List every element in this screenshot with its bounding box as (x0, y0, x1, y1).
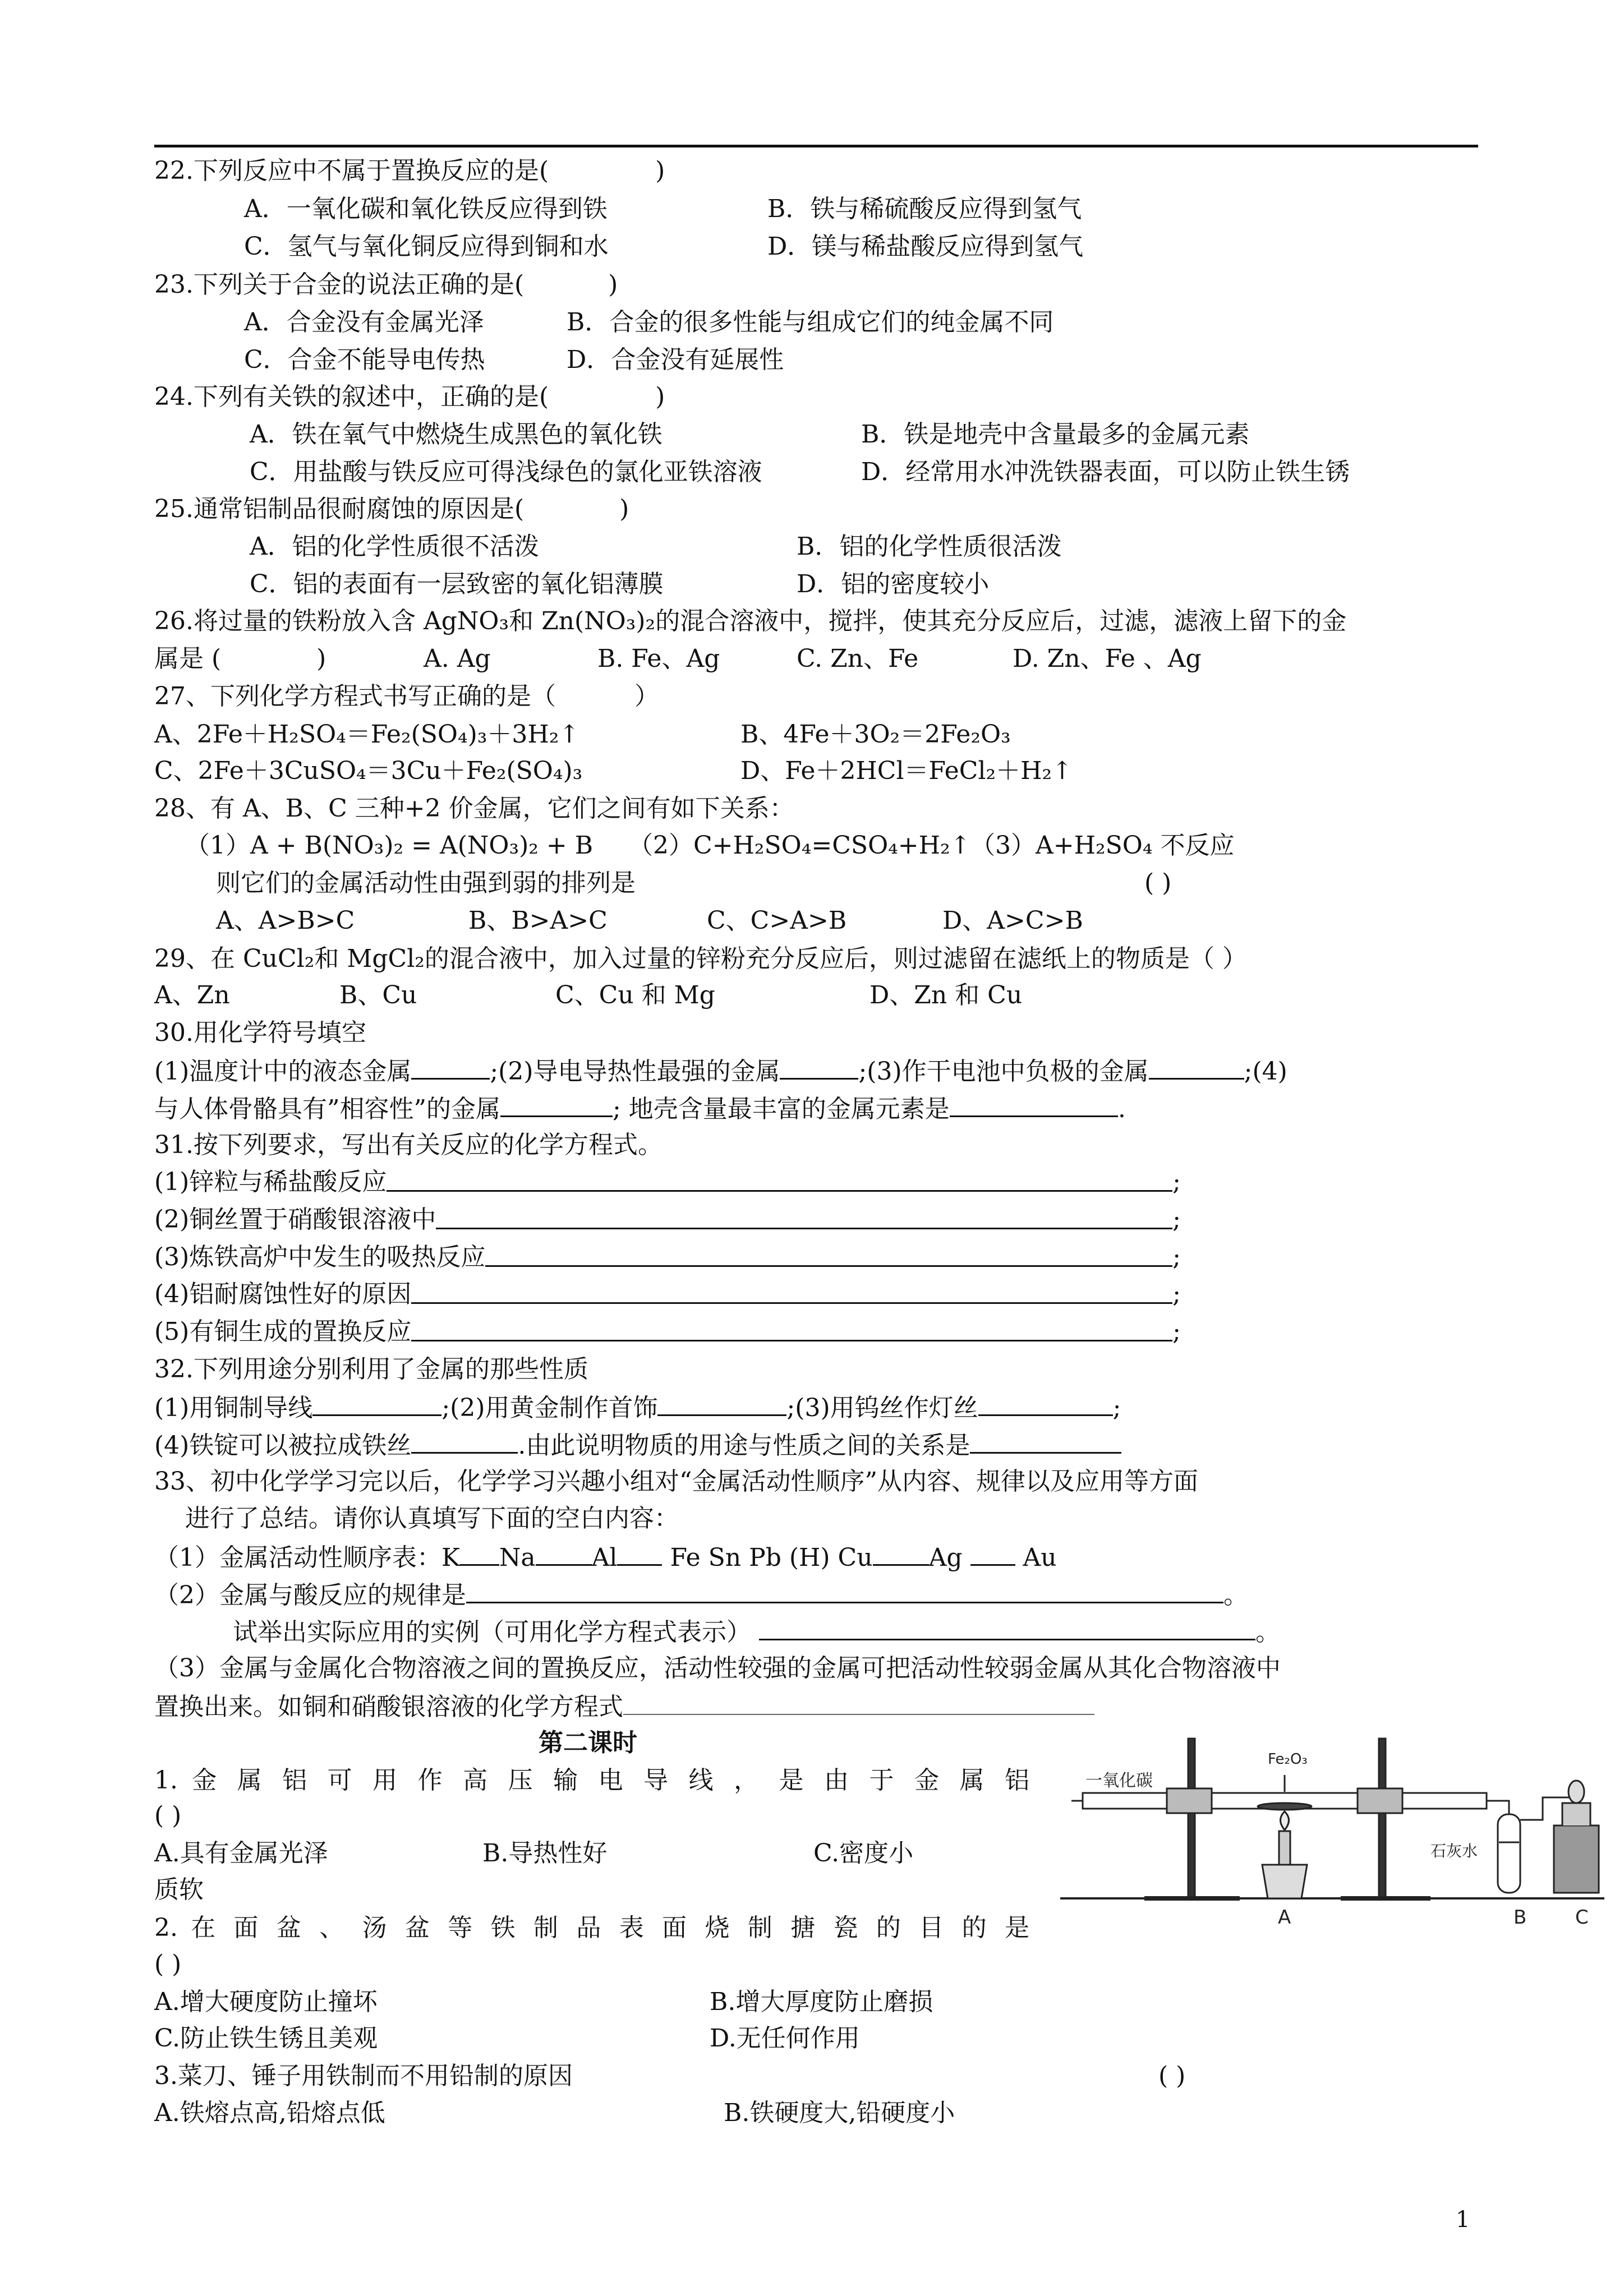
q33-part2: （2）金属与酸反应的规律是 。 (154, 1577, 1248, 1612)
q22-option-b: B．铁与稀硫酸反应得到氢气 (767, 195, 1082, 223)
q31-item-4: (4)铝耐腐蚀性好的原因 ; (154, 1278, 1181, 1311)
q30-blank-3[interactable] (1149, 1053, 1244, 1080)
q23-stem: 23.下列关于合金的说法正确的是( ) (154, 270, 618, 299)
q22-stem: 22.下列反应中不属于置换反应的是( ) (154, 156, 665, 185)
p2-paren: ( ) (154, 1950, 182, 1979)
p3-option-b: B.铁硬度大,铅硬度小 (724, 2099, 955, 2127)
q31-blank-5[interactable] (411, 1315, 1172, 1341)
q28-relation-1: （1）A + B(NO₃)₂ = A(NO₃)₂ + B (185, 831, 594, 860)
p2-option-c: C.防止铁生锈且美观 (154, 2024, 378, 2053)
p1-option-c: C.密度小 (813, 1839, 914, 1868)
q33-blank-k-na[interactable] (460, 1539, 499, 1566)
q30-blank-4[interactable] (500, 1091, 613, 1117)
q31-blank-1[interactable] (387, 1165, 1172, 1192)
apparatus-figure (1060, 1730, 1610, 1929)
q28-option-b: B、B>A>C (468, 906, 608, 935)
figure-label-gas: 一氧化碳 (1085, 1771, 1153, 1791)
q31-stem: 31.按下列要求，写出有关反应的化学方程式。 (154, 1131, 663, 1159)
q26-stem-line2: 属是 ( ) (154, 644, 326, 673)
p1-option-b: B.导热性好 (482, 1839, 608, 1868)
p1-stem: 1. 金 属 铝 可 用 作 高 压 输 电 导 线 ， 是 由 于 金 属 铝 (154, 1766, 1030, 1795)
q25-option-a: A．铝的化学性质很不活泼 (250, 532, 539, 561)
q32-line1: (1)用铜制导线 ;(2)用黄金制作首饰 ;(3)用钨丝作灯丝 ; (154, 1390, 1121, 1425)
q29-option-b: B、Cu (339, 981, 417, 1009)
q26-option-b: B. Fe、Ag (597, 644, 720, 673)
q28-relation-3: （3）A+H₂SO₄ 不反应 (970, 831, 1235, 860)
q31-item-3: (3)炼铁高炉中发生的吸热反应 ; (154, 1241, 1181, 1274)
q32-line2: (4)铁锭可以被拉成铁丝 .由此说明物质的用途与性质之间的关系是 (154, 1427, 1121, 1463)
p2-option-a: A.增大硬度防止撞坏 (154, 1988, 378, 2016)
q23-option-b: B．合金的很多性能与组成它们的纯金属不同 (567, 308, 1054, 336)
p2-option-b: B.增大厚度防止磨损 (710, 1988, 933, 2016)
q31-item-1: (1)锌粒与稀盐酸反应 ; (154, 1165, 1181, 1199)
q27-option-a: A、2Fe＋H₂SO₄＝Fe₂(SO₄)₃＋3H₂↑ (154, 720, 580, 749)
q25-stem: 25.通常铝制品很耐腐蚀的原因是( ) (154, 495, 629, 523)
q30-blank-5[interactable] (950, 1091, 1118, 1117)
p3-paren: ( ) (1158, 2062, 1186, 2090)
q33-part3-line1: （3）金属与金属化合物溶液之间的置换反应，活动性较强的金属可把活动性较弱金属从其化合物溶液中 (154, 1654, 1281, 1682)
q30-blank-2[interactable] (780, 1053, 858, 1080)
q27-stem: 27、下列化学方程式书写正确的是（ ） (154, 682, 659, 711)
q32-stem: 32.下列用途分别利用了金属的那些性质 (154, 1355, 588, 1384)
q22-option-c: C．氢气与氧化铜反应得到铜和水 (244, 232, 609, 261)
q32-blank-2[interactable] (657, 1390, 786, 1416)
q27-option-c: C、2Fe＋3CuSO₄＝3Cu＋Fe₂(SO₄)₃ (154, 757, 583, 785)
q32-blank-3[interactable] (978, 1390, 1113, 1416)
p2-option-d: D.无任何作用 (710, 2024, 860, 2053)
q33-blank-equation[interactable] (623, 1689, 1094, 1715)
q28-answer-paren: ( ) (1144, 869, 1172, 897)
q31-blank-2[interactable] (436, 1203, 1172, 1229)
q30-line2: 与人体骨骼具有”相容性”的金属 ; 地壳含量最丰富的金属元素是 . (154, 1091, 1126, 1126)
q24-option-b: B．铁是地壳中含量最多的金属元素 (861, 420, 1250, 449)
q26-option-c: C. Zn、Fe (797, 644, 919, 673)
q32-blank-4[interactable] (411, 1427, 518, 1454)
q26-option-d: D. Zn、Fe 、Ag (1013, 644, 1202, 673)
p1-paren: ( ) (154, 1801, 182, 1830)
q23-option-a: A．合金没有金属光泽 (244, 308, 484, 336)
p3-option-a: A.铁熔点高,铅熔点低 (154, 2099, 385, 2127)
p3-stem: 3.菜刀、锤子用铁制而不用铅制的原因 (154, 2062, 573, 2090)
q33-part3-line2: 置换出来。如铜和硝酸银溶液的化学方程式 (154, 1689, 1094, 1724)
q33-blank-example[interactable] (759, 1614, 1255, 1640)
figure-label-A: A (1278, 1906, 1291, 1929)
q29-option-d: D、Zn 和 Cu (869, 981, 1023, 1009)
q27-option-d: D、Fe＋2HCl＝FeCl₂＋H₂↑ (740, 757, 1073, 785)
q24-stem: 24.下列有关铁的叙述中，正确的是( ) (154, 382, 665, 411)
q33-blank-ag-au[interactable] (970, 1539, 1015, 1566)
q28-option-a: A、A>B>C (216, 906, 355, 935)
figure-label-B: B (1513, 1906, 1527, 1929)
header-rule (154, 145, 1478, 147)
q24-option-d: D．经常用水冲洗铁器表面，可以防止铁生锈 (861, 458, 1350, 486)
q33-stem-line2: 进行了总结。请你认真填写下面的空白内容： (185, 1504, 679, 1533)
q29-option-a: A、Zn (154, 981, 230, 1009)
q32-blank-5[interactable] (970, 1427, 1121, 1454)
q30-line1: (1)温度计中的液态金属 ;(2)导电导热性最强的金属 ;(3)作干电池中负极的金属 ;(4) (154, 1053, 1287, 1089)
q22-option-a: A．一氧化碳和氧化铁反应得到铁 (244, 195, 608, 223)
q31-blank-3[interactable] (485, 1241, 1172, 1267)
q30-blank-1[interactable] (411, 1053, 490, 1080)
q33-activity-series: （1）金属活动性顺序表：K Na Al Fe Sn Pb (H) Cu Ag Au (154, 1539, 1057, 1575)
q33-part2-example: 试举出实际应用的实例（可用化学方程式表示） 。 (233, 1614, 1280, 1649)
q29-stem: 29、在 CuCl₂和 MgCl₂的混合液中，加入过量的锌粉充分反应后，则过滤留在滤纸上的物质是（ ） (154, 944, 1247, 973)
q23-option-c: C．合金不能导电传热 (244, 345, 485, 374)
q33-blank-rule[interactable] (466, 1577, 1223, 1603)
q28-option-d: D、A>C>B (942, 906, 1083, 935)
q33-blank-cu-ag[interactable] (873, 1539, 929, 1566)
q29-option-c: C、Cu 和 Mg (555, 981, 715, 1009)
q31-item-5: (5)有铜生成的置换反应 ; (154, 1315, 1181, 1349)
p2-stem: 2. 在 面 盆 、 汤 盆 等 铁 制 品 表 面 烧 制 搪 瓷 的 目 的 是 (154, 1914, 1029, 1942)
q24-option-a: A．铁在氧气中燃烧生成黑色的氧化铁 (250, 420, 663, 449)
figure-label-reagent: Fe₂O₃ (1268, 1751, 1308, 1768)
figure-label-water: 石灰水 (1430, 1842, 1478, 1860)
p1-option-d: 质软 (154, 1875, 204, 1904)
q28-option-c: C、C>A>B (707, 906, 847, 935)
q33-blank-al-fe[interactable] (617, 1539, 662, 1566)
figure-label-C: C (1575, 1906, 1589, 1929)
q27-option-b: B、4Fe＋3O₂＝2Fe₂O₃ (740, 720, 1011, 749)
page-number: 1 (1456, 2207, 1470, 2233)
q26-stem-line1: 26.将过量的铁粉放入含 AgNO₃和 Zn(NO₃)₂的混合溶液中，搅拌，使其充分反应后，过滤，滤液上留下的金 (154, 607, 1347, 635)
q31-item-2: (2)铜丝置于硝酸银溶液中 ; (154, 1203, 1181, 1237)
q24-option-c: C．用盐酸与铁反应可得浅绿色的氯化亚铁溶液 (250, 458, 762, 486)
q32-blank-1[interactable] (312, 1390, 441, 1416)
q25-option-b: B．铝的化学性质很活泼 (797, 532, 1062, 561)
p1-option-a: A.具有金属光泽 (154, 1839, 328, 1868)
q28-stem: 28、有 A、B、C 三种+2 价金属，它们之间有如下关系： (154, 794, 794, 823)
q28-ask: 则它们的金属活动性由强到弱的排列是 (216, 869, 636, 897)
q33-stem-line1: 33、初中化学学习完以后，化学学习兴趣小组对“金属活动性顺序”从内容、规律以及应用等方面 (154, 1467, 1198, 1496)
section-title: 第二课时 (539, 1728, 637, 1757)
q31-blank-4[interactable] (411, 1278, 1172, 1304)
q25-option-d: D．铝的密度较小 (797, 570, 990, 598)
q22-option-d: D．镁与稀盐酸反应得到氢气 (767, 232, 1084, 261)
q23-option-d: D．合金没有延展性 (567, 345, 784, 374)
q30-stem: 30.用化学符号填空 (154, 1018, 366, 1047)
q26-option-a: A. Ag (424, 644, 491, 673)
q25-option-c: C．铝的表面有一层致密的氧化铝薄膜 (250, 570, 664, 598)
q28-relation-2: （2）C+H₂SO₄=CSO₄+H₂↑ (628, 831, 971, 860)
q33-blank-na-al[interactable] (536, 1539, 592, 1566)
